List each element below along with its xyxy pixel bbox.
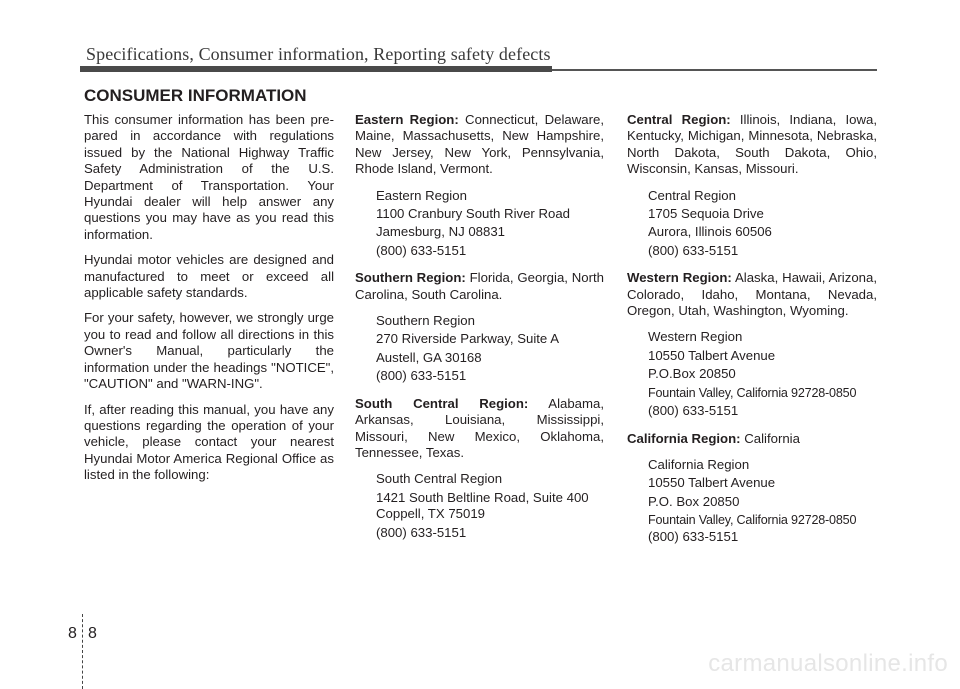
page-number: 8 [88,625,97,642]
region-address [355,188,604,260]
address-line: 1705 Sequoia Drive [648,206,764,222]
intro-paragraph-4: If, after reading this manual, you have any questions regarding the operation of your vehicle, please contact your nearest Hyundai Motor America Regional Office as listed in the following: [84,401,334,483]
address-line: 1421 South Beltline Road, Suite 400 [376,489,589,505]
intro-paragraph-2: Hyundai motor vehicles are designed and manufactured to meet or exceed all applicable safety standards. [84,252,334,301]
address-line: Southern Region [376,313,475,329]
region-address [355,313,604,385]
region-address [355,471,604,541]
regions-column-right [627,112,877,556]
address-line: 10550 Talbert Avenue [648,347,776,363]
address-line: 10550 Talbert Avenue [648,475,776,491]
address-line: Coppell, TX 75019 [376,506,485,522]
address-line: South Central Region [376,471,503,487]
address-line: P.O. Box 20850 [648,493,740,509]
regions-column-left [355,112,604,552]
region-label: Western Region: [627,270,732,286]
address-phone: (800) 633-5151 [648,528,739,544]
region-label: Southern Region: [355,270,466,286]
address-line: Eastern Region [376,187,467,203]
address-line: 1100 Cranbury South River Road [376,206,571,222]
region-western [627,270,877,419]
address-phone: (800) 633-5151 [376,524,467,540]
region-address [627,329,877,419]
address-line: Jamesburg, NJ 08831 [376,224,506,240]
address-phone: (800) 633-5151 [376,242,467,258]
address-line: California Region [648,456,750,472]
address-line: Central Region [648,187,736,203]
intro-paragraph-3: For your safety, however, we strongly urge you to read and follow all directions in this Owner's Manual, particularly the information under the headings "NOTICE", "CAUTION" and "WARN-ING". [84,310,334,392]
region-southern [355,270,604,384]
address-line: Fountain Valley, California 92728-0850 [648,385,857,400]
region-address [627,188,877,260]
address-line: P.O.Box 20850 [648,366,736,382]
address-line: Fountain Valley, California 92728-0850 [648,513,857,528]
address-phone: (800) 633-5151 [648,242,739,258]
region-california [627,431,877,545]
header-title: Specifications, Consumer information, Reporting safety defects [86,44,551,64]
address-line: Austell, GA 30168 [376,349,482,365]
region-states: Florida, Georgia, North Carolina, South Carolina. [355,270,604,302]
address-line: Aurora, Illinois 60506 [648,224,772,240]
region-states: Alaska, Hawaii, Arizona, Colorado, Idaho, Montana, Nevada, Oregon, Utah, Washington, Wyoming. [627,270,877,319]
region-states: Illinois, Indiana, Iowa, Kentucky, Michigan, Minnesota, Nebraska, North Dakota, South Dakota, Ohio, Wisconsin, Kansas, Missouri. [627,112,878,177]
region-states: Alabama, Arkansas, Louisiana, Mississippi, Missouri, New Mexico, Oklahoma, Tennessee, Texas. [355,395,604,460]
page-divider [82,614,83,689]
region-label: Eastern Region: [355,112,459,127]
address-line: Western Region [648,329,743,345]
region-eastern [355,112,604,259]
page-section-number: 8 [68,625,77,642]
region-states: California [744,430,800,446]
address-phone: (800) 633-5151 [376,368,467,384]
address-phone: (800) 633-5151 [648,403,739,419]
region-address [627,457,877,545]
region-label: Central Region: [627,112,731,127]
intro-paragraph-1: This consumer information has been pre-pared in accordance with regulations issued by the National Highway Traffic Safety Administration of the U.S. Department of Transportation. Your Hyundai dealer will help answer any questions you may have as you read this information. [84,112,334,242]
region-label: California Region: [627,430,741,446]
region-states: Connecticut, Delaware, Maine, Massachusetts, New Hampshire, New Jersey, New York, Pennsylvania, Rhode Island, Vermont. [355,112,605,177]
header-rule-thin [552,69,877,71]
region-south-central [355,396,604,541]
intro-column [84,112,334,484]
region-label: South Central Region: [355,395,529,411]
section-title: CONSUMER INFORMATION [84,86,307,105]
watermark: carmanualsonline.info [708,650,948,677]
region-central [627,112,877,259]
address-line: 270 Riverside Parkway, Suite A [376,331,560,347]
header-rule-thick [80,66,552,72]
